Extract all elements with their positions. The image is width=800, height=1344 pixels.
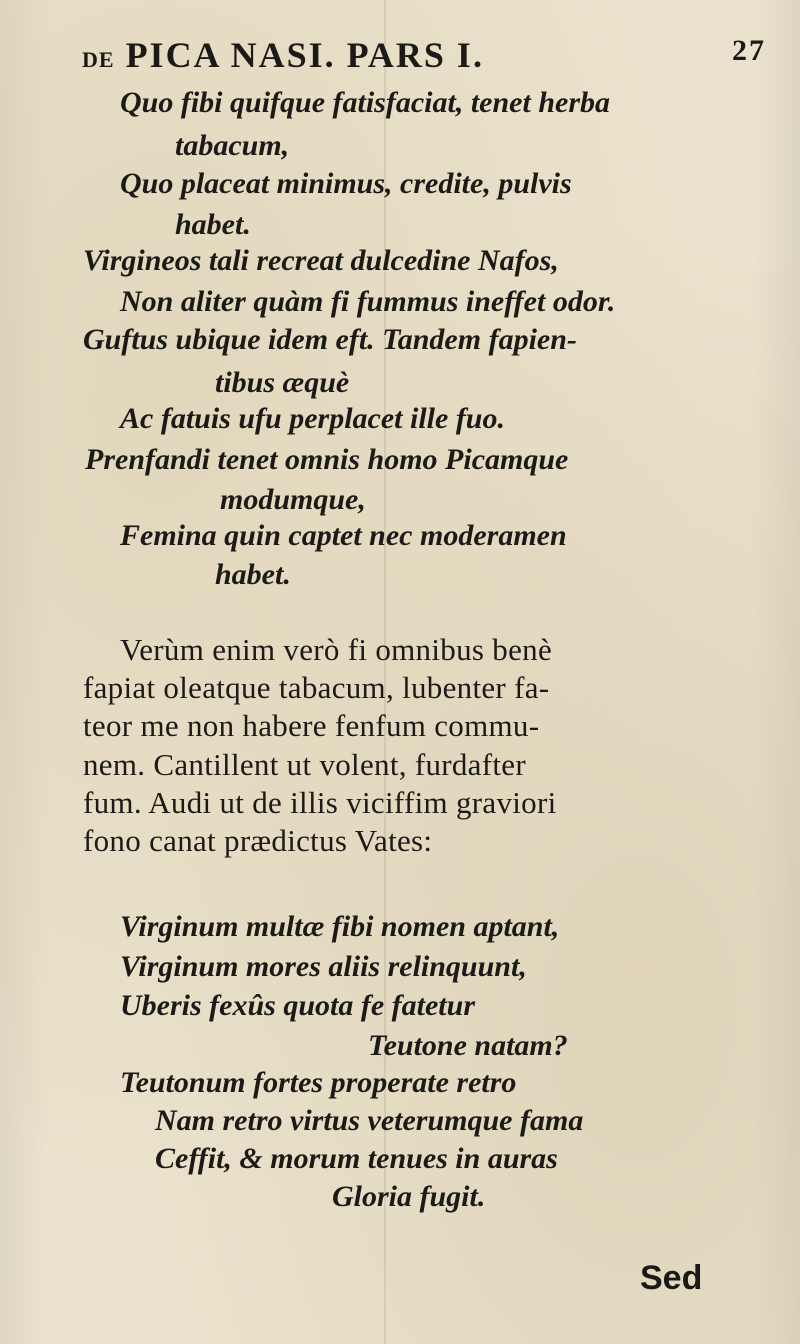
header-prefix: DE [82,47,115,72]
verse-line: Uberis fexûs quota fe fatetur [120,989,475,1023]
header-title: PICA NASI. PARS I. [125,35,484,75]
verse-line: Virginum multæ fibi nomen aptant, [120,910,560,944]
page-number: 27 [732,34,766,67]
verse-line: Prenfandi tenet omnis homo Picamque [85,443,569,477]
prose-line: fono canat prædictus Vates: [83,822,433,858]
verse-line: Teutonum fortes properate retro [120,1066,517,1100]
verse-line: Teutone natam? [368,1028,568,1062]
verse-line: Guftus ubique idem eft. Tandem fapien- [83,322,577,356]
verse-line: Quo placeat minimus, credite, pulvis [120,166,572,200]
verse-line: Virginum mores aliis relinquunt, [120,949,527,983]
prose-line: fum. Audi ut de illis viciffim graviori [83,784,557,820]
prose-line: teor me non habere fenfum commu- [83,707,540,743]
running-header [82,34,782,80]
verse-line: Non aliter quàm fi fummus ineffet odor. [120,285,616,319]
verse-line: Quo fibi quifque fatisfaciat, tenet herba [120,86,610,119]
verse-line: Gloria fugit. [332,1179,486,1213]
verse-line: tabacum, [175,128,290,162]
verse-line: habet. [175,207,251,241]
verse-line: Femina quin captet nec moderamen [120,518,567,552]
verse-line: Virgineos tali recreat dulcedine Nafos, [83,243,559,277]
verse-line: tibus æquè [215,365,350,399]
verse-line: Ceffit, & morum tenues in auras [155,1142,558,1176]
prose-line: fapiat oleatque tabacum, lubenter fa- [83,669,550,705]
verse-line: Nam retro virtus veterumque fama [155,1104,584,1138]
verse-line: Ac fatuis ufu perplacet ille fuo. [120,401,505,435]
verse-line: modumque, [220,482,366,516]
prose-line: Verùm enim verò fi omnibus benè [120,632,553,668]
verse-line: habet. [215,558,291,592]
prose-line: nem. Cantillent ut volent, furdafter [83,747,526,783]
catchword: Sed [640,1258,703,1297]
